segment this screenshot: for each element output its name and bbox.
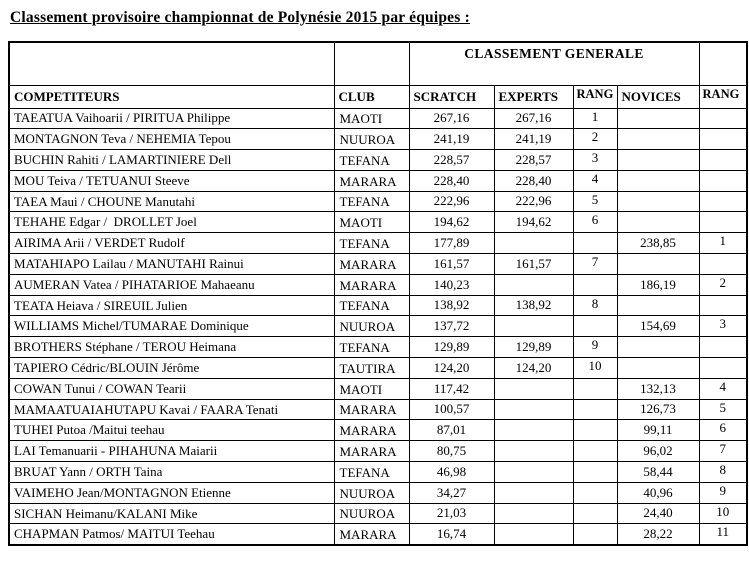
scratch-cell: 194,62 — [409, 212, 494, 233]
scratch-cell: 138,92 — [409, 295, 494, 316]
experts-cell: 241,19 — [494, 129, 573, 150]
rang-general-cell — [573, 316, 617, 337]
club-cell: MAOTI — [334, 212, 409, 233]
table-row — [9, 316, 747, 337]
experts-cell: 138,92 — [494, 295, 573, 316]
rang-general-cell — [573, 274, 617, 295]
novices-cell — [617, 191, 699, 212]
rang-novices-cell — [699, 191, 747, 212]
rang-novices-cell — [699, 358, 747, 379]
rang-general-cell: 4 — [573, 170, 617, 191]
club-cell: NUUROA — [334, 316, 409, 337]
scratch-cell: 80,75 — [409, 441, 494, 462]
experts-cell: 124,20 — [494, 358, 573, 379]
novices-cell: 154,69 — [617, 316, 699, 337]
table-row — [9, 482, 747, 503]
novices-cell — [617, 129, 699, 150]
novices-cell: 132,13 — [617, 378, 699, 399]
experts-cell: 194,62 — [494, 212, 573, 233]
scratch-cell: 117,42 — [409, 378, 494, 399]
club-cell: MARARA — [334, 274, 409, 295]
rang-novices-cell: 4 — [699, 378, 747, 399]
novices-cell: 58,44 — [617, 462, 699, 483]
experts-cell — [494, 441, 573, 462]
table-row — [9, 129, 747, 150]
novices-cell: 186,19 — [617, 274, 699, 295]
rang-novices-cell: 1 — [699, 233, 747, 254]
novices-cell: 40,96 — [617, 482, 699, 503]
table-row — [9, 233, 747, 254]
rang-general-cell: 10 — [573, 358, 617, 379]
rang-general-cell — [573, 399, 617, 420]
table-row — [9, 503, 747, 524]
scratch-cell: 124,20 — [409, 358, 494, 379]
novices-cell — [617, 358, 699, 379]
experts-cell — [494, 274, 573, 295]
rang-general-cell: 6 — [573, 212, 617, 233]
novices-cell — [617, 337, 699, 358]
experts-cell — [494, 399, 573, 420]
rang-novices-cell: 8 — [699, 462, 747, 483]
scratch-cell: 137,72 — [409, 316, 494, 337]
experts-cell: 129,89 — [494, 337, 573, 358]
table-row — [9, 191, 747, 212]
experts-cell: 228,40 — [494, 170, 573, 191]
table-row — [9, 254, 747, 275]
page-title: Classement provisoire championnat de Polynésie 2015 par équipes : — [10, 9, 470, 26]
competitor-cell: TEHAHE Edgar / DROLLET Joel — [9, 212, 334, 233]
novices-cell: 99,11 — [617, 420, 699, 441]
competitor-cell: MAMAATUAIAHUTAPU Kavai / FAARA Tenati — [9, 399, 334, 420]
novices-cell: 238,85 — [617, 233, 699, 254]
rang-general-cell: 9 — [573, 337, 617, 358]
experts-cell — [494, 524, 573, 545]
table-row — [9, 274, 747, 295]
rang-novices-cell — [699, 254, 747, 275]
rang-general-cell — [573, 462, 617, 483]
club-cell: MARARA — [334, 254, 409, 275]
table-row — [9, 441, 747, 462]
experts-cell — [494, 420, 573, 441]
novices-cell — [617, 170, 699, 191]
novices-cell — [617, 212, 699, 233]
rang-novices-cell: 10 — [699, 503, 747, 524]
group-header-row — [9, 42, 747, 85]
rang-general-cell: 7 — [573, 254, 617, 275]
experts-cell: 267,16 — [494, 108, 573, 129]
novices-cell — [617, 254, 699, 275]
novices-cell: 24,40 — [617, 503, 699, 524]
novices-cell — [617, 108, 699, 129]
rang-novices-cell: 3 — [699, 316, 747, 337]
empty-header-rang-novices — [699, 42, 747, 85]
table-header — [9, 42, 747, 108]
competitor-cell: AUMERAN Vatea / PIHATARIOE Mahaeanu — [9, 274, 334, 295]
rang-novices-cell — [699, 337, 747, 358]
rang-general-cell — [573, 503, 617, 524]
rang-novices-cell: 9 — [699, 482, 747, 503]
experts-cell — [494, 233, 573, 254]
table-row — [9, 524, 747, 545]
club-cell: NUUROA — [334, 129, 409, 150]
table-body — [9, 108, 747, 545]
scratch-cell: 16,74 — [409, 524, 494, 545]
club-cell: MARARA — [334, 524, 409, 545]
rang-novices-cell: 7 — [699, 441, 747, 462]
scratch-cell: 87,01 — [409, 420, 494, 441]
club-cell: MARARA — [334, 441, 409, 462]
club-cell: TEFANA — [334, 191, 409, 212]
scratch-cell: 228,40 — [409, 170, 494, 191]
scratch-cell: 129,89 — [409, 337, 494, 358]
rang-general-cell — [573, 233, 617, 254]
rang-general-cell — [573, 524, 617, 545]
rang-general-cell — [573, 482, 617, 503]
competitor-cell: SICHAN Heimanu/KALANI Mike — [9, 503, 334, 524]
club-cell: MARARA — [334, 399, 409, 420]
novices-cell: 126,73 — [617, 399, 699, 420]
scratch-cell: 267,16 — [409, 108, 494, 129]
competitor-cell: BRUAT Yann / ORTH Taina — [9, 462, 334, 483]
novices-cell — [617, 150, 699, 171]
novices-cell — [617, 295, 699, 316]
table-row — [9, 462, 747, 483]
experts-cell: 161,57 — [494, 254, 573, 275]
table-row — [9, 399, 747, 420]
rang-general-cell: 2 — [573, 129, 617, 150]
rang-novices-cell — [699, 170, 747, 191]
col-header-rang-novices: RANG — [699, 85, 747, 108]
col-header-competiteurs: COMPETITEURS — [9, 85, 334, 108]
club-cell: TEFANA — [334, 462, 409, 483]
club-cell: TEFANA — [334, 295, 409, 316]
column-header-row — [9, 85, 747, 108]
rang-novices-cell — [699, 295, 747, 316]
scratch-cell: 21,03 — [409, 503, 494, 524]
table-row — [9, 108, 747, 129]
club-cell: TEFANA — [334, 337, 409, 358]
competitor-cell: AIRIMA Arii / VERDET Rudolf — [9, 233, 334, 254]
experts-cell — [494, 482, 573, 503]
novices-cell: 28,22 — [617, 524, 699, 545]
rang-novices-cell — [699, 108, 747, 129]
competitor-cell: WILLIAMS Michel/TUMARAE Dominique — [9, 316, 334, 337]
empty-header-competiteurs — [9, 42, 334, 85]
rang-novices-cell: 11 — [699, 524, 747, 545]
group-header-classement-generale: CLASSEMENT GENERALE — [409, 42, 699, 85]
scratch-cell: 222,96 — [409, 191, 494, 212]
col-header-rang-general: RANG — [573, 85, 617, 108]
rang-novices-cell: 5 — [699, 399, 747, 420]
scratch-cell: 46,98 — [409, 462, 494, 483]
competitor-cell: MOU Teiva / TETUANUI Steeve — [9, 170, 334, 191]
club-cell: MARARA — [334, 420, 409, 441]
club-cell: NUUROA — [334, 482, 409, 503]
rang-general-cell — [573, 441, 617, 462]
table-row — [9, 150, 747, 171]
club-cell: TAUTIRA — [334, 358, 409, 379]
novices-cell: 96,02 — [617, 441, 699, 462]
rang-general-cell: 5 — [573, 191, 617, 212]
rang-general-cell — [573, 420, 617, 441]
col-header-scratch: SCRATCH — [409, 85, 494, 108]
rang-novices-cell: 2 — [699, 274, 747, 295]
competitor-cell: CHAPMAN Patmos/ MAITUI Teehau — [9, 524, 334, 545]
scratch-cell: 228,57 — [409, 150, 494, 171]
rang-novices-cell — [699, 150, 747, 171]
scratch-cell: 100,57 — [409, 399, 494, 420]
competitor-cell: COWAN Tunui / COWAN Tearii — [9, 378, 334, 399]
experts-cell: 228,57 — [494, 150, 573, 171]
club-cell: TEFANA — [334, 233, 409, 254]
scratch-cell: 161,57 — [409, 254, 494, 275]
rang-general-cell — [573, 378, 617, 399]
scratch-cell: 140,23 — [409, 274, 494, 295]
table-row — [9, 337, 747, 358]
club-cell: MAOTI — [334, 108, 409, 129]
competitor-cell: VAIMEHO Jean/MONTAGNON Etienne — [9, 482, 334, 503]
table-row — [9, 358, 747, 379]
competitor-cell: BROTHERS Stéphane / TEROU Heimana — [9, 337, 334, 358]
competitor-cell: TAEATUA Vaihoarii / PIRITUA Philippe — [9, 108, 334, 129]
competitor-cell: TUHEI Putoa /Maitui teehau — [9, 420, 334, 441]
classement-table — [8, 41, 748, 546]
experts-cell — [494, 503, 573, 524]
competitor-cell: TAPIERO Cédric/BLOUIN Jérôme — [9, 358, 334, 379]
col-header-club: CLUB — [334, 85, 409, 108]
competitor-cell: TEATA Heiava / SIREUIL Julien — [9, 295, 334, 316]
table-row — [9, 420, 747, 441]
club-cell: NUUROA — [334, 503, 409, 524]
club-cell: MAOTI — [334, 378, 409, 399]
competitor-cell: BUCHIN Rahiti / LAMARTINIERE Dell — [9, 150, 334, 171]
rang-novices-cell: 6 — [699, 420, 747, 441]
competitor-cell: LAI Temanuarii - PIHAHUNA Maiarii — [9, 441, 334, 462]
experts-cell — [494, 316, 573, 337]
col-header-experts: EXPERTS — [494, 85, 573, 108]
experts-cell — [494, 462, 573, 483]
scratch-cell: 34,27 — [409, 482, 494, 503]
table-row — [9, 295, 747, 316]
empty-header-club — [334, 42, 409, 85]
competitor-cell: TAEA Maui / CHOUNE Manutahi — [9, 191, 334, 212]
scratch-cell: 177,89 — [409, 233, 494, 254]
rang-general-cell: 3 — [573, 150, 617, 171]
table-row — [9, 212, 747, 233]
col-header-novices: NOVICES — [617, 85, 699, 108]
rang-general-cell: 1 — [573, 108, 617, 129]
table-row — [9, 170, 747, 191]
experts-cell: 222,96 — [494, 191, 573, 212]
experts-cell — [494, 378, 573, 399]
competitor-cell: MONTAGNON Teva / NEHEMIA Tepou — [9, 129, 334, 150]
club-cell: MARARA — [334, 170, 409, 191]
table-row — [9, 378, 747, 399]
competitor-cell: MATAHIAPO Lailau / MANUTAHI Rainui — [9, 254, 334, 275]
rang-general-cell: 8 — [573, 295, 617, 316]
rang-novices-cell — [699, 129, 747, 150]
rang-novices-cell — [699, 212, 747, 233]
club-cell: TEFANA — [334, 150, 409, 171]
scratch-cell: 241,19 — [409, 129, 494, 150]
